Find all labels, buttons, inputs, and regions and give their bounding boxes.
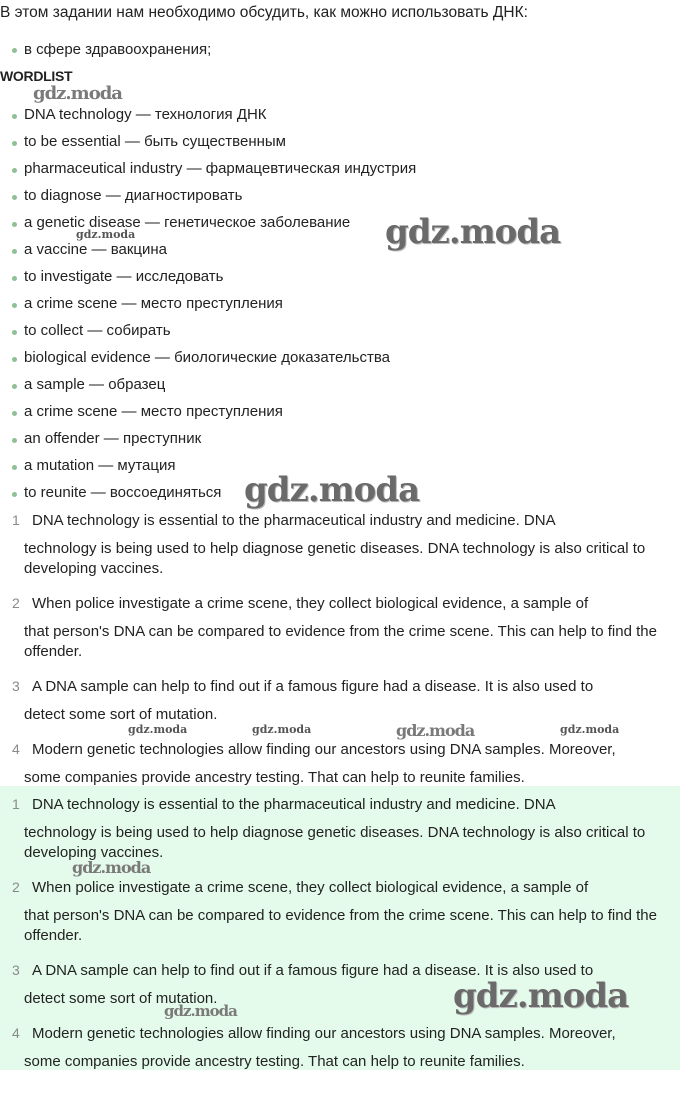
watermark: gdz.moda (164, 1002, 237, 1020)
answer-number: 3 (12, 678, 20, 694)
answer-first-line: A DNA sample can help to find out if a famous figure had a disease. It is also used to (32, 678, 594, 695)
watermark: gdz.moda (244, 470, 420, 510)
highlighted-answer-paragraph (24, 1024, 676, 1072)
answer-continuation: some companies provide ancestry testing. That can help to reunite families. (24, 769, 525, 786)
answer-paragraph (24, 740, 676, 788)
bullet-icon (12, 330, 17, 335)
wordlist-item: a crime scene — место преступления (24, 403, 283, 420)
watermark: gdz.moda (76, 228, 136, 241)
intro-text: В этом задании нам необходимо обсудить, как можно использовать ДНК: (0, 4, 528, 21)
answer-first-line: A DNA sample can help to find out if a famous figure had a disease. It is also used to (32, 962, 594, 979)
answer-number: 4 (12, 1025, 20, 1041)
answer-continuation: that person's DNA can be compared to evidence from the crime scene. This can help to find the offender. (24, 907, 657, 944)
answer-paragraph (24, 677, 676, 725)
answer-number: 1 (12, 512, 20, 528)
answer-number: 2 (12, 879, 20, 895)
answer-continuation: some companies provide ancestry testing. That can help to reunite families. (24, 1053, 525, 1070)
watermark: gdz.moda (33, 83, 122, 104)
answer-continuation: technology is being used to help diagnose genetic diseases. DNA technology is also critical to developing vaccines. (24, 540, 646, 577)
answer-first-line: DNA technology is essential to the pharmaceutical industry and medicine. DNA (32, 512, 556, 529)
answer-first-line: When police investigate a crime scene, they collect biological evidence, a sample of (32, 595, 589, 612)
wordlist-item: to investigate — исследовать (24, 268, 224, 285)
bullet-icon (12, 114, 17, 119)
wordlist-item: an offender — преступник (24, 430, 202, 447)
bullet-icon (12, 195, 17, 200)
answer-paragraph (24, 594, 676, 662)
wordlist-item: to reunite — воссоединяться (24, 484, 222, 501)
answer-continuation: technology is being used to help diagnose genetic diseases. DNA technology is also critical to developing vaccines. (24, 824, 646, 861)
answer-paragraph (24, 511, 676, 579)
watermark: gdz.moda (385, 212, 561, 252)
wordlist-item: a crime scene — место преступления (24, 295, 283, 312)
answer-first-line: Modern genetic technologies allow finding our ancestors using DNA samples. Moreover, (32, 741, 616, 758)
watermark: gdz.moda (72, 858, 151, 877)
answer-number: 3 (12, 962, 20, 978)
bullet-icon (12, 249, 17, 254)
answer-continuation: that person's DNA can be compared to evidence from the crime scene. This can help to find the offender. (24, 623, 657, 660)
answer-continuation: detect some sort of mutation. (24, 990, 218, 1007)
watermark: gdz.moda (128, 723, 188, 736)
topic-item: в сфере здравоохранения; (24, 41, 212, 58)
answer-number: 4 (12, 741, 20, 757)
bullet-icon (12, 357, 17, 362)
wordlist-item: a vaccine — вакцина (24, 241, 168, 258)
wordlist-item: to be essential — быть существенным (24, 133, 286, 150)
watermark: gdz.moda (453, 976, 629, 1016)
bullet-icon (12, 48, 17, 53)
bullet-icon (12, 492, 17, 497)
bullet-icon (12, 303, 17, 308)
bullet-icon (12, 276, 17, 281)
answer-number: 1 (12, 796, 20, 812)
wordlist-item: to diagnose — диагностировать (24, 187, 243, 204)
answer-number: 2 (12, 595, 20, 611)
bullet-icon (12, 465, 17, 470)
bullet-icon (12, 384, 17, 389)
answer-first-line: Modern genetic technologies allow finding our ancestors using DNA samples. Moreover, (32, 1025, 616, 1042)
answer-first-line: DNA technology is essential to the pharmaceutical industry and medicine. DNA (32, 796, 556, 813)
watermark: gdz.moda (252, 723, 312, 736)
bullet-icon (12, 168, 17, 173)
wordlist-item: biological evidence — биологические доказательства (24, 349, 390, 366)
wordlist-item: a sample — образец (24, 376, 166, 393)
bullet-icon (12, 141, 17, 146)
bullet-icon (12, 438, 17, 443)
watermark: gdz.moda (560, 723, 620, 736)
wordlist-item: to collect — собирать (24, 322, 171, 339)
wordlist-item: a genetic disease — генетическое заболевание (24, 214, 351, 231)
wordlist-item: a mutation — мутация (24, 457, 176, 474)
answer-continuation: detect some sort of mutation. (24, 706, 218, 723)
highlighted-answer-paragraph (24, 795, 676, 863)
watermark: gdz.moda (396, 721, 475, 740)
bullet-icon (12, 222, 17, 227)
wordlist-heading: WORDLIST (0, 68, 73, 84)
wordlist-item: pharmaceutical industry — фармацевтическая индустрия (24, 160, 417, 177)
wordlist-item: DNA technology — технология ДНК (24, 106, 267, 123)
highlighted-answer-paragraph (24, 878, 676, 946)
bullet-icon (12, 411, 17, 416)
answer-first-line: When police investigate a crime scene, they collect biological evidence, a sample of (32, 879, 589, 896)
